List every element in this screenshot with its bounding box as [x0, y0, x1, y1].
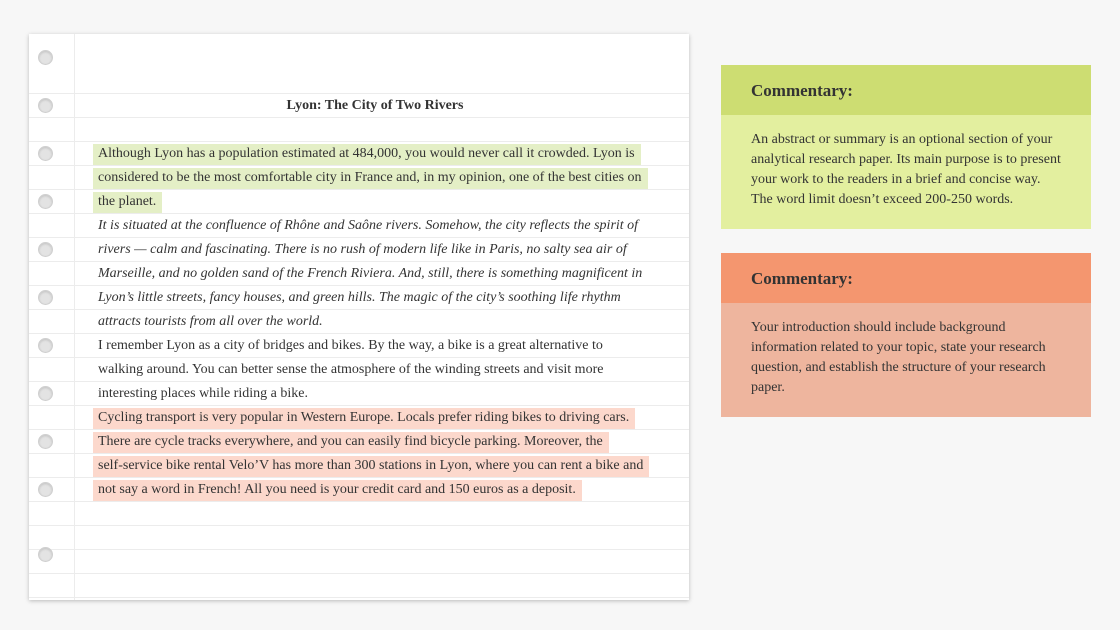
commentary-box-abstract [721, 65, 1091, 229]
binder-hole-icon [38, 146, 53, 161]
text-line [98, 358, 660, 382]
text-line [98, 286, 660, 310]
binder-hole-icon [38, 194, 53, 209]
text-line [98, 262, 660, 286]
ruled-line [29, 165, 689, 166]
text-line-content: interesting places while riding a bike. [98, 386, 308, 401]
text-line-content: Marseille, and no golden sand of the French Riviera. And, still, there is something magnificent in [98, 266, 643, 281]
text-line [98, 166, 660, 190]
text-line-content: attracts tourists from all over the world. [98, 314, 323, 329]
text-line-content: walking around. You can better sense the atmosphere of the winding streets and visit more [98, 362, 604, 377]
text-line-content: self-service bike rental Velo’V has more than 300 stations in Lyon, where you can rent a bike and [93, 456, 649, 477]
ruled-line [29, 93, 689, 94]
commentary-heading: Commentary: [721, 65, 1091, 115]
text-line-content: Cycling transport is very popular in Western Europe. Locals prefer riding bikes to driving cars. [93, 408, 635, 429]
commentary-box-introduction [721, 253, 1091, 417]
ruled-line [29, 429, 689, 430]
ruled-line [29, 549, 689, 550]
ruled-line [29, 285, 689, 286]
ruled-line [29, 189, 689, 190]
binder-hole-icon [38, 547, 53, 562]
text-line [98, 430, 660, 454]
text-line [98, 334, 660, 358]
text-line [98, 310, 660, 334]
binder-hole-icon [38, 242, 53, 257]
ruled-line [29, 525, 689, 526]
text-line-content: It is situated at the confluence of Rhône and Saône rivers. Somehow, the city reflects the spirit of [98, 218, 639, 233]
ruled-line [29, 501, 689, 502]
text-line [98, 406, 660, 430]
ruled-line [29, 213, 689, 214]
ruled-line [29, 573, 689, 574]
ruled-line [29, 309, 689, 310]
ruled-line [29, 597, 689, 598]
text-line-content: There are cycle tracks everywhere, and you can easily find bicycle parking. Moreover, the [93, 432, 609, 453]
text-line [98, 214, 660, 238]
commentary-heading: Commentary: [721, 253, 1091, 303]
ruled-line [29, 453, 689, 454]
binder-hole-icon [38, 482, 53, 497]
ruled-line [29, 261, 689, 262]
document-title: Lyon: The City of Two Rivers [286, 98, 464, 113]
commentary-text: An abstract or summary is an optional section of your analytical research paper. Its main purpose is to present your work to the readers in a brief and concise way. The word limit doesn’t exceed 200-250 words. [721, 115, 1091, 229]
text-line [98, 454, 660, 478]
ruled-line [29, 357, 689, 358]
text-line-content: rivers — calm and fascinating. There is no rush of modern life like in Paris, no salty sea air of [98, 242, 627, 257]
text-line [98, 382, 660, 406]
text-line-content: not say a word in French! All you need is your credit card and 150 euros as a deposit. [93, 480, 582, 501]
ruled-line [29, 141, 689, 142]
ruled-line [29, 237, 689, 238]
binder-hole-icon [38, 50, 53, 65]
binder-hole-icon [38, 434, 53, 449]
ruled-line [29, 333, 689, 334]
text-line [98, 190, 660, 214]
ruled-line [29, 405, 689, 406]
notebook-page [29, 34, 689, 600]
document-body [98, 142, 660, 502]
text-line [98, 142, 660, 166]
text-line-content: I remember Lyon as a city of bridges and bikes. By the way, a bike is a great alternative to [98, 338, 603, 353]
text-line-content: Although Lyon has a population estimated at 484,000, you would never call it crowded. Lyon is [93, 144, 641, 165]
margin-line [74, 34, 75, 600]
text-line [98, 478, 660, 502]
binder-hole-icon [38, 290, 53, 305]
ruled-line [29, 477, 689, 478]
binder-hole-icon [38, 338, 53, 353]
binder-hole-icon [38, 98, 53, 113]
ruled-line [29, 381, 689, 382]
text-line-content: Lyon’s little streets, fancy houses, and green hills. The magic of the city’s soothing life rhythm [98, 290, 621, 305]
ruled-line [29, 117, 689, 118]
binder-hole-icon [38, 386, 53, 401]
commentary-text: Your introduction should include background information related to your topic, state your research question, and establish the structure of your research paper. [721, 303, 1091, 417]
text-line-content: considered to be the most comfortable city in France and, in my opinion, one of the best cities on [93, 168, 648, 189]
text-line [98, 238, 660, 262]
text-line-content: the planet. [93, 192, 162, 213]
